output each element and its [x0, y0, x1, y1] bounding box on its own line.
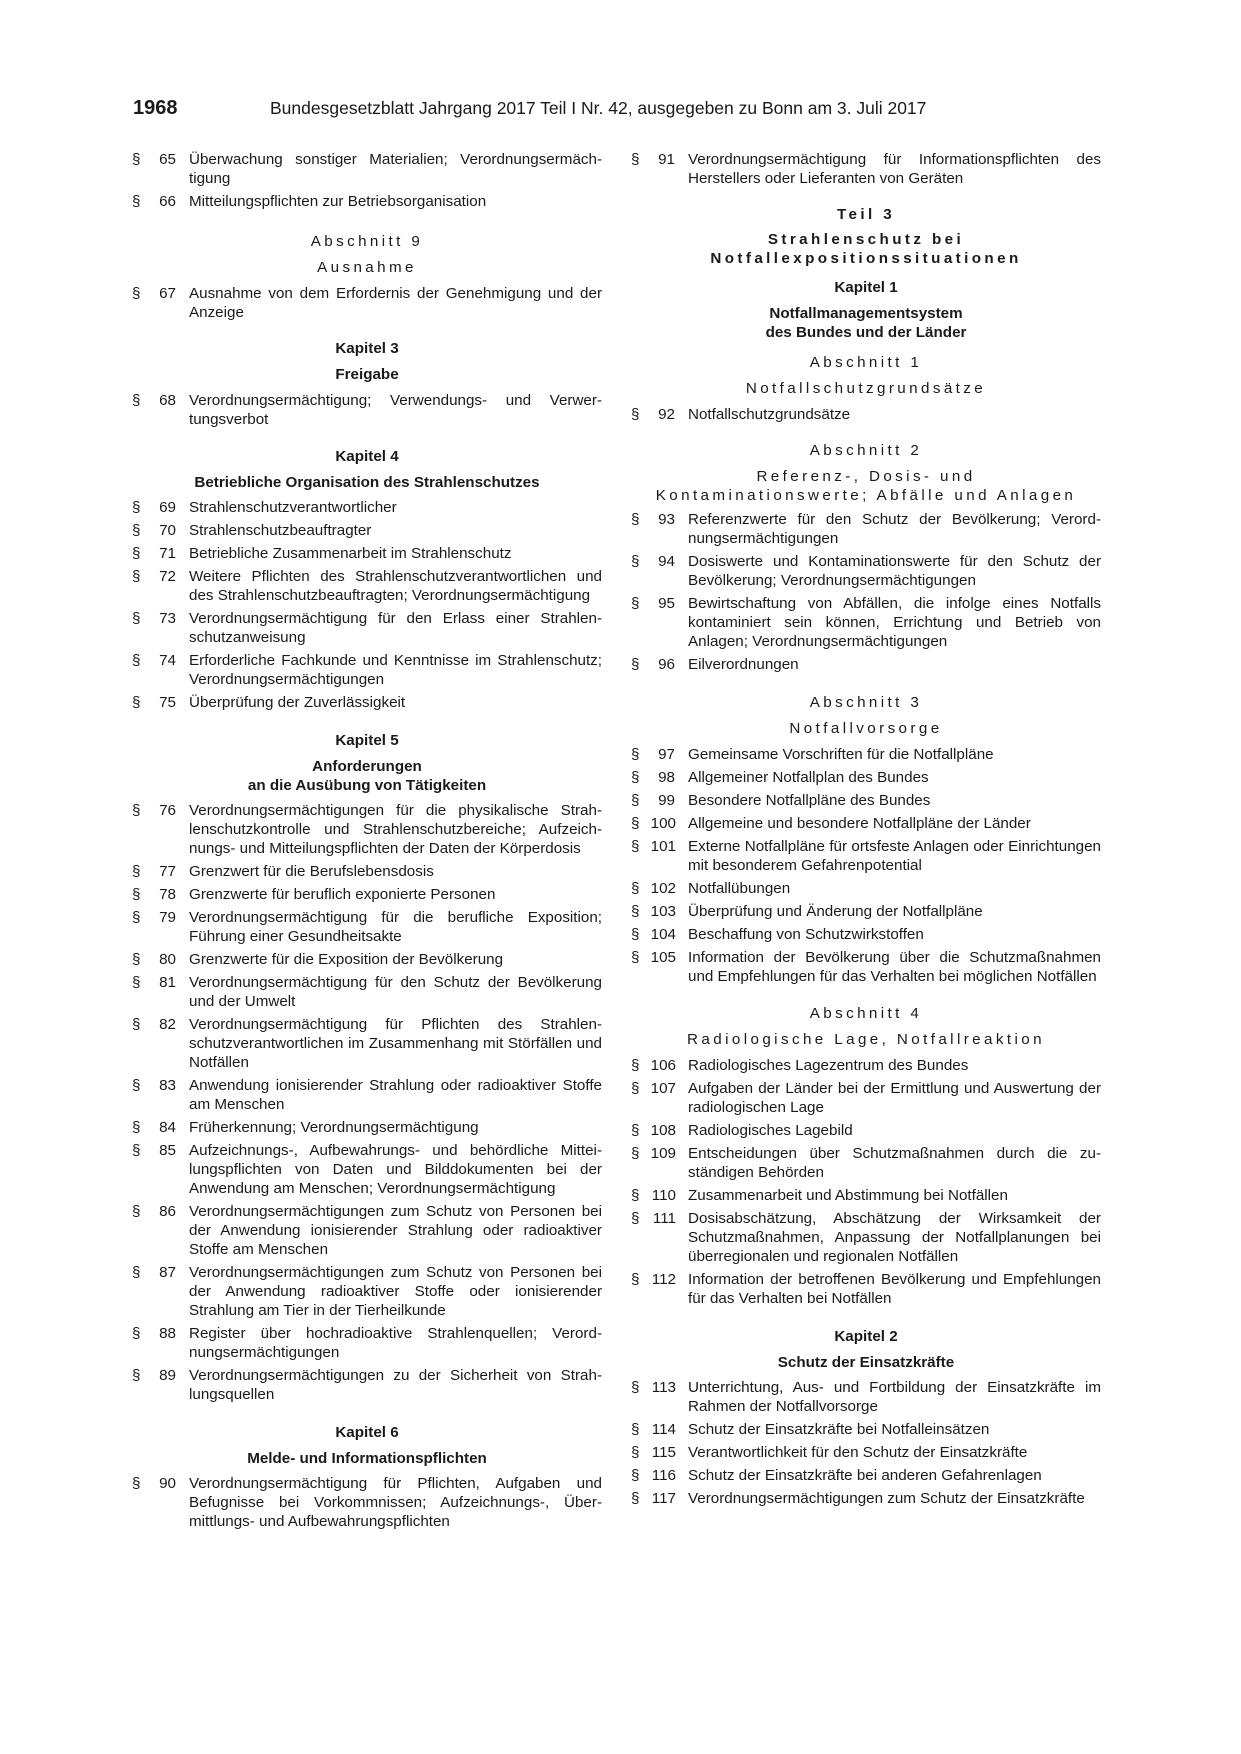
- section-number: § 83: [132, 1077, 176, 1094]
- toc-entry-92: [631, 405, 1101, 424]
- heading-kapitel-1: Kapitel 1: [834, 279, 898, 296]
- section-number: § 77: [132, 863, 176, 880]
- toc-entry-99: [631, 791, 1101, 810]
- section-title: Aufzeichnungs-, Aufbewahrungs- und behördliche Mitteilungspflichten von Daten und Bilddokumenten bei der Anwendung am Menschen; Verordnungsermächtigung: [189, 1142, 602, 1197]
- toc-entry-76: [132, 801, 602, 858]
- toc-entry-109: [631, 1144, 1101, 1182]
- section-title: Strahlenschutzverantwortlicher: [189, 499, 397, 516]
- toc-entry-74: [132, 651, 602, 689]
- heading-betriebliche-organisation: Betriebliche Organisation des Strahlenschutzes: [194, 474, 540, 491]
- section-number: § 111: [631, 1210, 676, 1227]
- section-number: § 113: [631, 1379, 676, 1396]
- toc-entry-96: [631, 655, 1101, 674]
- toc-entry-75: [132, 693, 602, 712]
- section-number: § 78: [132, 886, 176, 903]
- heading-teil-3: Teil 3: [836, 206, 896, 223]
- section-title: Überprüfung der Zuverlässigkeit: [189, 694, 406, 711]
- toc-entry-86: [132, 1202, 602, 1259]
- section-number: § 116: [631, 1467, 676, 1484]
- heading-ausuebung-taetigkeiten: an die Ausübung von Tätigkeiten: [247, 777, 487, 794]
- toc-entry-105: [631, 948, 1101, 986]
- section-number: § 81: [132, 974, 176, 991]
- heading-freigabe: Freigabe: [335, 366, 399, 383]
- section-number: § 94: [631, 553, 675, 570]
- section-number: § 89: [132, 1367, 176, 1384]
- toc-entry-77: [132, 862, 602, 881]
- toc-entry-91: [631, 150, 1101, 188]
- toc-entry-114: [631, 1420, 1101, 1439]
- heading-radiologische-lage: Radiologische Lage, Notfallreaktion: [687, 1031, 1045, 1048]
- section-number: § 114: [631, 1421, 676, 1438]
- toc-entry-67: [132, 284, 602, 322]
- toc-entry-103: [631, 902, 1101, 921]
- section-number: § 87: [132, 1264, 176, 1281]
- section-title: Betriebliche Zusammenarbeit im Strahlenschutz: [189, 545, 512, 562]
- section-number: § 68: [132, 392, 176, 409]
- toc-entry-108: [631, 1121, 1101, 1140]
- toc-entry-102: [631, 879, 1101, 898]
- toc-entry-97: [631, 745, 1101, 764]
- toc-entry-107: [631, 1079, 1101, 1117]
- section-title: Aufgaben der Länder bei der Ermittlung und Auswertung der radiologischen Lage: [688, 1080, 1101, 1116]
- section-title: Beschaffung von Schutzwirkstoffen: [688, 926, 924, 943]
- section-number: § 100: [631, 815, 676, 832]
- section-title: Dosiswerte und Kontaminationswerte für den Schutz der Bevölkerung; Verordnungsermächtigungen: [688, 553, 1101, 589]
- toc-entry-115: [631, 1443, 1101, 1462]
- section-number: § 74: [132, 652, 176, 669]
- heading-anforderungen: Anforderungen: [312, 758, 422, 775]
- section-title: Überprüfung und Änderung der Notfallpläne: [688, 903, 983, 920]
- section-title: Erforderliche Fachkunde und Kenntnisse im Strahlenschutz; Verordnungsermächtigungen: [189, 652, 602, 688]
- section-title: Grenzwert für die Berufslebensdosis: [189, 863, 434, 880]
- section-number: § 95: [631, 595, 675, 612]
- section-number: § 90: [132, 1475, 176, 1492]
- section-number: § 108: [631, 1122, 676, 1139]
- section-title: Verordnungsermächtigungen zum Schutz der Einsatzkräfte: [688, 1490, 1085, 1507]
- section-title: Verordnungsermächtigungen zum Schutz von Personen bei der Anwendung radioaktiver Stoffe oder ionisierender Strahlung am Tier in der Tierheilkunde: [189, 1264, 602, 1319]
- section-number: § 85: [132, 1142, 176, 1159]
- left-column: [132, 150, 602, 1535]
- section-number: § 105: [631, 949, 676, 966]
- toc-entry-65: [132, 150, 602, 188]
- section-number: § 96: [631, 656, 675, 673]
- toc-entry-70: [132, 521, 602, 540]
- section-number: § 75: [132, 694, 176, 711]
- heading-referenz-dosis: Referenz-, Dosis- und: [756, 468, 976, 485]
- section-title: Register über hochradioaktive Strahlenquellen; Verordnungsermächtigungen: [189, 1325, 602, 1361]
- section-title: Verordnungsermächtigung für Pflichten, Aufgaben und Befugnisse bei Vorkommnissen; Aufzeichnungs-, Übermittlungs- und Aufbewahrungspflichten: [189, 1475, 602, 1530]
- toc-entry-85: [132, 1141, 602, 1198]
- section-number: § 86: [132, 1203, 176, 1220]
- publication-title: Bundesgesetzblatt Jahrgang 2017 Teil I Nr. 42, ausgegeben zu Bonn am 3. Juli 2017: [270, 98, 927, 118]
- section-number: § 73: [132, 610, 176, 627]
- section-title: Verordnungsermächtigung für Informationspflichten des Herstellers oder Lieferanten von Geräten: [688, 151, 1101, 187]
- heading-kapitel-3: Kapitel 3: [335, 340, 399, 357]
- section-title: Ausnahme von dem Erfordernis der Genehmigung und der Anzeige: [189, 285, 602, 321]
- toc-entry-89: [132, 1366, 602, 1404]
- heading-notfallschutzgrundsaetze: Notfallschutzgrundsätze: [745, 380, 987, 397]
- section-title: Allgemeiner Notfallplan des Bundes: [688, 769, 929, 786]
- section-title: Information der Bevölkerung über die Schutzmaßnahmen und Empfehlungen für das Verhalten bei möglichen Notfällen: [688, 949, 1101, 985]
- section-number: § 66: [132, 193, 176, 210]
- heading-schutz-einsatzkraefte: Schutz der Einsatzkräfte: [777, 1354, 955, 1371]
- section-number: § 88: [132, 1325, 176, 1342]
- toc-entry-83: [132, 1076, 602, 1114]
- toc-entry-72: [132, 567, 602, 605]
- toc-entry-113: [631, 1378, 1101, 1416]
- section-number: § 69: [132, 499, 176, 516]
- section-number: § 99: [631, 792, 675, 809]
- section-number: § 102: [631, 880, 676, 897]
- section-title: Notfallübungen: [688, 880, 791, 897]
- toc-entry-87: [132, 1263, 602, 1320]
- section-number: § 82: [132, 1016, 176, 1033]
- section-number: § 109: [631, 1145, 676, 1162]
- page-number: 1968: [133, 97, 178, 119]
- toc-entry-111: [631, 1209, 1101, 1266]
- section-title: Unterrichtung, Aus- und Fortbildung der Einsatzkräfte im Rahmen der Notfallvorsorge: [688, 1379, 1101, 1415]
- section-number: § 65: [132, 151, 176, 168]
- toc-entry-71: [132, 544, 602, 563]
- section-title: Grenzwerte für die Exposition der Bevölkerung: [189, 951, 504, 968]
- toc-entry-101: [631, 837, 1101, 875]
- section-title: Zusammenarbeit und Abstimmung bei Notfällen: [688, 1187, 1008, 1204]
- toc-entry-95: [631, 594, 1101, 651]
- heading-abschnitt-3: Abschnitt 3: [809, 694, 923, 711]
- toc-entry-90: [132, 1474, 602, 1531]
- heading-ausnahme: Ausnahme: [317, 259, 417, 276]
- heading-abschnitt-2: Abschnitt 2: [809, 442, 923, 459]
- toc-entry-88: [132, 1324, 602, 1362]
- section-title: Grenzwerte für beruflich exponierte Personen: [189, 886, 496, 903]
- section-title: Eilverordnungen: [688, 656, 799, 673]
- section-title: Verordnungsermächtigung für den Schutz der Bevölkerung und der Umwelt: [189, 974, 602, 1010]
- section-title: Gemeinsame Vorschriften für die Notfallpläne: [688, 746, 994, 763]
- toc-entry-104: [631, 925, 1101, 944]
- section-title: Referenzwerte für den Schutz der Bevölkerung; Verordnungsermächtigungen: [688, 511, 1101, 547]
- heading-strahlenschutz-bei: Strahlenschutz bei: [767, 231, 965, 248]
- section-title: Überwachung sonstiger Materialien; Verordnungsermächtigung: [189, 151, 602, 187]
- section-title: Verordnungsermächtigung; Verwendungs- und Verwertungsverbot: [189, 392, 602, 428]
- toc-entry-93: [631, 510, 1101, 548]
- section-title: Allgemeine und besondere Notfallpläne der Länder: [688, 815, 1031, 832]
- section-number: § 76: [132, 802, 176, 819]
- heading-notfallmanagementsystem: Notfallmanagementsystem: [769, 305, 963, 322]
- section-number: § 93: [631, 511, 675, 528]
- section-title: Externe Notfallpläne für ortsfeste Anlagen oder Einrichtungen mit besonderem Gefahrenpotential: [688, 838, 1101, 874]
- section-title: Mitteilungspflichten zur Betriebsorganisation: [189, 193, 487, 210]
- section-title: Verordnungsermächtigung für die berufliche Exposition; Führung einer Gesundheitsakte: [189, 909, 602, 945]
- section-number: § 107: [631, 1080, 676, 1097]
- section-title: Information der betroffenen Bevölkerung und Empfehlungen für das Verhalten bei Notfällen: [688, 1271, 1101, 1307]
- section-title: Schutz der Einsatzkräfte bei Notfalleinsätzen: [688, 1421, 990, 1438]
- section-number: § 97: [631, 746, 675, 763]
- page-header: [133, 97, 1108, 127]
- heading-kapitel-6: Kapitel 6: [335, 1424, 399, 1441]
- section-title: Radiologisches Lagezentrum des Bundes: [688, 1057, 969, 1074]
- section-number: § 117: [631, 1490, 676, 1507]
- section-number: § 67: [132, 285, 176, 302]
- toc-entry-81: [132, 973, 602, 1011]
- section-title: Radiologisches Lagebild: [688, 1122, 853, 1139]
- section-number: § 84: [132, 1119, 176, 1136]
- section-number: § 103: [631, 903, 676, 920]
- section-title: Verordnungsermächtigungen zum Schutz von Personen bei der Anwendung ionisierender Strahlung oder radioaktiver Stoffe am Menschen: [189, 1203, 602, 1258]
- section-number: § 115: [631, 1444, 676, 1461]
- section-title: Anwendung ionisierender Strahlung oder radioaktiver Stoffe am Menschen: [189, 1077, 602, 1113]
- section-number: § 98: [631, 769, 675, 786]
- heading-abschnitt-1: Abschnitt 1: [809, 354, 923, 371]
- heading-kapitel-4: Kapitel 4: [335, 448, 399, 465]
- section-number: § 106: [631, 1057, 676, 1074]
- section-title: Verordnungsermächtigung für Pflichten des Strahlenschutzverantwortlichen im Zusammenhang mit Störfällen und Notfällen: [189, 1016, 602, 1071]
- toc-entry-78: [132, 885, 602, 904]
- section-number: § 91: [631, 151, 675, 168]
- heading-bundes-laender: des Bundes und der Länder: [765, 324, 967, 341]
- section-number: § 92: [631, 406, 675, 423]
- toc-entry-98: [631, 768, 1101, 787]
- right-column: [631, 150, 1101, 1512]
- section-title: Besondere Notfallpläne des Bundes: [688, 792, 931, 809]
- section-title: Dosisabschätzung, Abschätzung der Wirksamkeit der Schutzmaßnahmen, Anpassung der Notfallplanungen bei überregionalen und regionalen Notfällen: [688, 1210, 1101, 1265]
- section-number: § 80: [132, 951, 176, 968]
- section-number: § 70: [132, 522, 176, 539]
- toc-entry-117: [631, 1489, 1101, 1508]
- toc-entry-112: [631, 1270, 1101, 1308]
- section-title: Verantwortlichkeit für den Schutz der Einsatzkräfte: [688, 1444, 1028, 1461]
- section-number: § 112: [631, 1271, 676, 1288]
- toc-entry-82: [132, 1015, 602, 1072]
- toc-entry-84: [132, 1118, 602, 1137]
- section-title: Notfallschutzgrundsätze: [688, 406, 851, 423]
- heading-notfallexpositionssituationen: Notfallexpositionssituationen: [710, 250, 1022, 267]
- section-title: Verordnungsermächtigungen zu der Sicherheit von Strahlungsquellen: [189, 1367, 602, 1403]
- section-number: § 101: [631, 838, 676, 855]
- section-title: Entscheidungen über Schutzmaßnahmen durch die zuständigen Behörden: [688, 1145, 1101, 1181]
- section-title: Früherkennung; Verordnungsermächtigung: [189, 1119, 479, 1136]
- toc-entry-94: [631, 552, 1101, 590]
- section-number: § 72: [132, 568, 176, 585]
- toc-entry-69: [132, 498, 602, 517]
- toc-entry-73: [132, 609, 602, 647]
- heading-abschnitt-4: Abschnitt 4: [809, 1005, 923, 1022]
- toc-entry-68: [132, 391, 602, 429]
- section-title: Weitere Pflichten des Strahlenschutzverantwortlichen und des Strahlenschutzbeauftragten; Verordnungsermächtigung: [189, 568, 602, 604]
- section-number: § 110: [631, 1187, 676, 1204]
- heading-kapitel-2: Kapitel 2: [834, 1328, 898, 1345]
- section-number: § 104: [631, 926, 676, 943]
- heading-melde-informationspflichten: Melde- und Informationspflichten: [247, 1450, 487, 1467]
- toc-entry-106: [631, 1056, 1101, 1075]
- heading-kontaminationswerte: Kontaminationswerte; Abfälle und Anlagen: [655, 487, 1077, 504]
- toc-entry-79: [132, 908, 602, 946]
- toc-entry-80: [132, 950, 602, 969]
- section-title: Strahlenschutzbeauftragter: [189, 522, 372, 539]
- section-title: Verordnungsermächtigungen für die physikalische Strahlenschutzkontrolle und Strahlenschutzbereiche; Aufzeichnungs- und Mitteilungspflichten der Daten der Körperdosis: [189, 802, 602, 857]
- toc-entry-100: [631, 814, 1101, 833]
- section-number: § 71: [132, 545, 176, 562]
- section-number: § 79: [132, 909, 176, 926]
- heading-notfallvorsorge: Notfallvorsorge: [789, 720, 943, 737]
- toc-entry-116: [631, 1466, 1101, 1485]
- section-title: Verordnungsermächtigung für den Erlass einer Strahlenschutzanweisung: [189, 610, 602, 646]
- toc-entry-66: [132, 192, 602, 211]
- toc-entry-110: [631, 1186, 1101, 1205]
- section-title: Bewirtschaftung von Abfällen, die infolge eines Notfalls kontaminiert sein können, Errichtung und Betrieb von Anlagen; Verordnungsermächtigungen: [688, 595, 1101, 650]
- heading-abschnitt-9: Abschnitt 9: [310, 233, 424, 250]
- heading-kapitel-5: Kapitel 5: [335, 732, 399, 749]
- section-title: Schutz der Einsatzkräfte bei anderen Gefahrenlagen: [688, 1467, 1042, 1484]
